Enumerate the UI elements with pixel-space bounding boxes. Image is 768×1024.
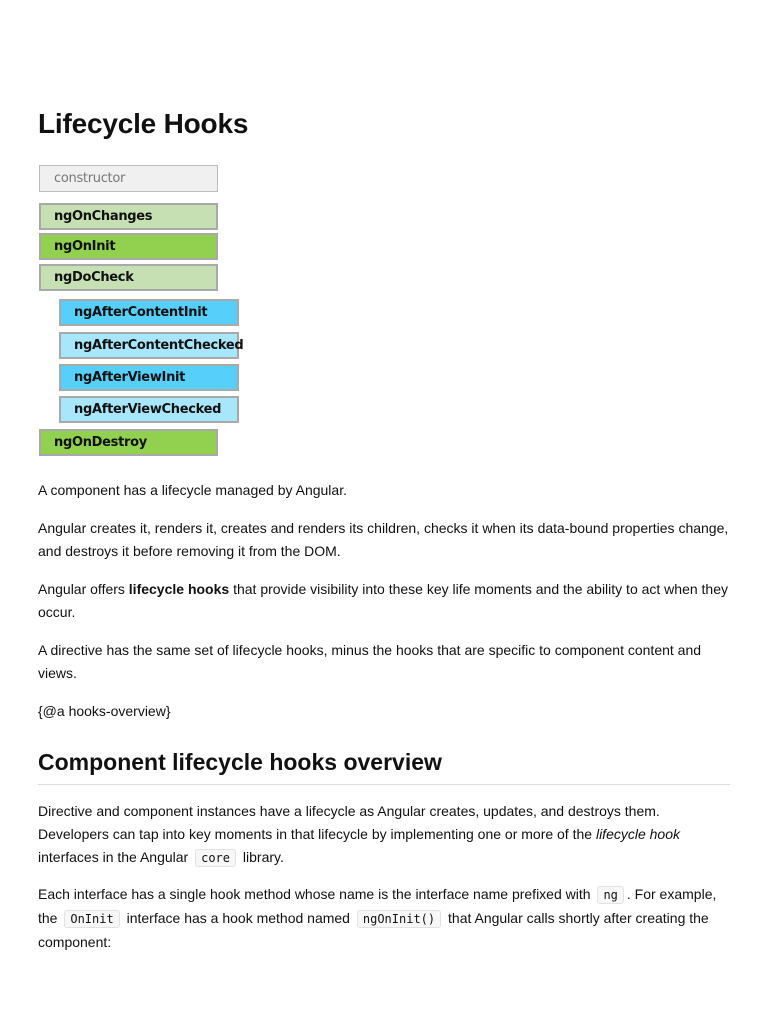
lifecycle-hooks-bold: lifecycle hooks: [128, 581, 230, 597]
heading-divider: [38, 784, 730, 785]
overview-p2-text-b: . For example, the: [38, 886, 717, 926]
hook-ngdocheck: ngDoCheck: [39, 264, 218, 291]
overview-p2-text-d: that Angular calls shortly after creating the component:: [38, 910, 709, 950]
code-ngoninit: ngOnInit(): [357, 910, 441, 928]
intro-paragraph-4: A directive has the same set of lifecycle hooks, minus the hooks that are specific to component content and views.: [38, 642, 702, 681]
hook-constructor: constructor: [39, 165, 218, 192]
page-title: Lifecycle Hooks: [38, 108, 249, 139]
overview-paragraph-2: [38, 883, 732, 954]
hook-ngoninit: ngOnInit: [39, 233, 218, 260]
code-core: core: [195, 849, 236, 867]
section-heading-overview: Component lifecycle hooks overview: [38, 749, 442, 775]
hook-ngondestroy: ngOnDestroy: [39, 429, 218, 456]
intro-paragraph-1: A component has a lifecycle managed by Angular.: [38, 482, 347, 498]
intro-paragraph-3: [38, 578, 732, 624]
hook-ngafterviewchecked: ngAfterViewChecked: [59, 396, 239, 423]
intro-p3-text-before: Angular offers: [38, 581, 129, 597]
hook-ngonchanges: ngOnChanges: [39, 203, 218, 230]
overview-paragraph-1: [38, 800, 732, 870]
overview-p2-text-c: interface has a hook method named: [122, 910, 354, 926]
intro-paragraph-2: Angular creates it, renders it, creates and renders its children, checks it when its data-bound properties change, and destroys it before removing it from the DOM.: [38, 520, 729, 559]
overview-p1-text-middle: interfaces in the Angular: [38, 849, 193, 865]
lifecycle-hook-emphasis: lifecycle hook: [595, 826, 680, 842]
overview-p2-text-a: Each interface has a single hook method whose name is the interface name prefixed with: [38, 886, 595, 902]
overview-p1-text-after: library.: [239, 849, 284, 865]
hook-ngaftercontentinit: ngAfterContentInit: [59, 299, 239, 326]
code-ng: ng: [597, 886, 623, 904]
hook-ngaftercontentchecked: ngAfterContentChecked: [59, 332, 239, 359]
overview-p1-text-before: Directive and component instances have a lifecycle as Angular creates, updates, and destroys them. Developers can tap into key moments in that lifecycle by implementing one or more of the: [38, 803, 660, 842]
code-oninit: OnInit: [64, 910, 119, 928]
intro-p3-text-after: that provide visibility into these key life moments and the ability to act when they occur.: [38, 581, 728, 620]
hook-ngafterviewinit: ngAfterViewInit: [59, 364, 239, 391]
hooks-overview-anchor: {@a hooks-overview}: [38, 703, 171, 719]
